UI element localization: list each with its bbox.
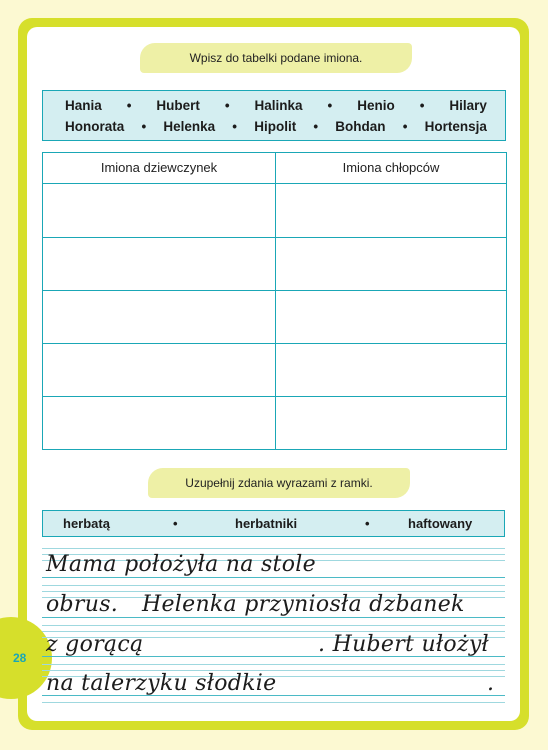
name-item: Hilary	[449, 98, 487, 113]
name-item: Honorata	[65, 119, 125, 134]
separator-dot: •	[365, 516, 370, 531]
name-item: Henio	[357, 98, 395, 113]
separator-dot: •	[402, 119, 408, 134]
instruction-complete-sentences: Uzupełnij zdania wyrazami z ramki.	[148, 468, 410, 498]
separator-dot: •	[327, 98, 333, 113]
column-header-boys: Imiona chłopców	[342, 160, 440, 175]
word-box	[42, 510, 505, 537]
separator-dot: •	[141, 119, 147, 134]
table-row-line	[43, 237, 506, 238]
name-item: Halinka	[254, 98, 303, 113]
table-row-line	[43, 183, 506, 184]
word-item: herbatą	[63, 516, 110, 531]
separator-dot: •	[224, 98, 230, 113]
name-item: Hubert	[156, 98, 200, 113]
names-box	[42, 90, 506, 141]
name-item: Hortensja	[424, 119, 487, 134]
handwritten-line-3-start: z gorącą	[46, 632, 144, 657]
table-row-line	[43, 290, 506, 291]
handwritten-line-2-end: Helenka przyniosła dzbanek	[142, 592, 465, 617]
name-item: Bohdan	[335, 119, 386, 134]
separator-dot: •	[173, 516, 178, 531]
table-row-line	[43, 396, 506, 397]
names-table	[42, 152, 507, 450]
separator-dot: •	[232, 119, 238, 134]
name-item: Hania	[65, 98, 102, 113]
separator-dot: •	[126, 98, 132, 113]
word-item: haftowany	[408, 516, 473, 531]
table-divider	[275, 153, 276, 449]
handwritten-line-4-start: na talerzyku słodkie	[46, 671, 277, 696]
word-item: herbatniki	[235, 516, 298, 531]
separator-dot: •	[419, 98, 425, 113]
table-row-line	[43, 343, 506, 344]
separator-dot: •	[313, 119, 319, 134]
handwritten-line-1: Mama położyła na stole	[46, 552, 316, 577]
handwritten-line-3-end: . Hubert ułożył	[318, 632, 489, 657]
names-row-2	[65, 119, 487, 134]
handwritten-line-2-start: obrus.	[46, 592, 119, 617]
name-item: Hipolit	[254, 119, 297, 134]
name-item: Helenka	[163, 119, 216, 134]
instruction-fill-table: Wpisz do tabelki podane imiona.	[140, 43, 412, 73]
handwritten-line-4-end: .	[487, 671, 495, 696]
page-number: 28	[13, 651, 27, 665]
names-row-1	[65, 98, 487, 113]
column-header-girls: Imiona dziewczynek	[100, 160, 218, 175]
